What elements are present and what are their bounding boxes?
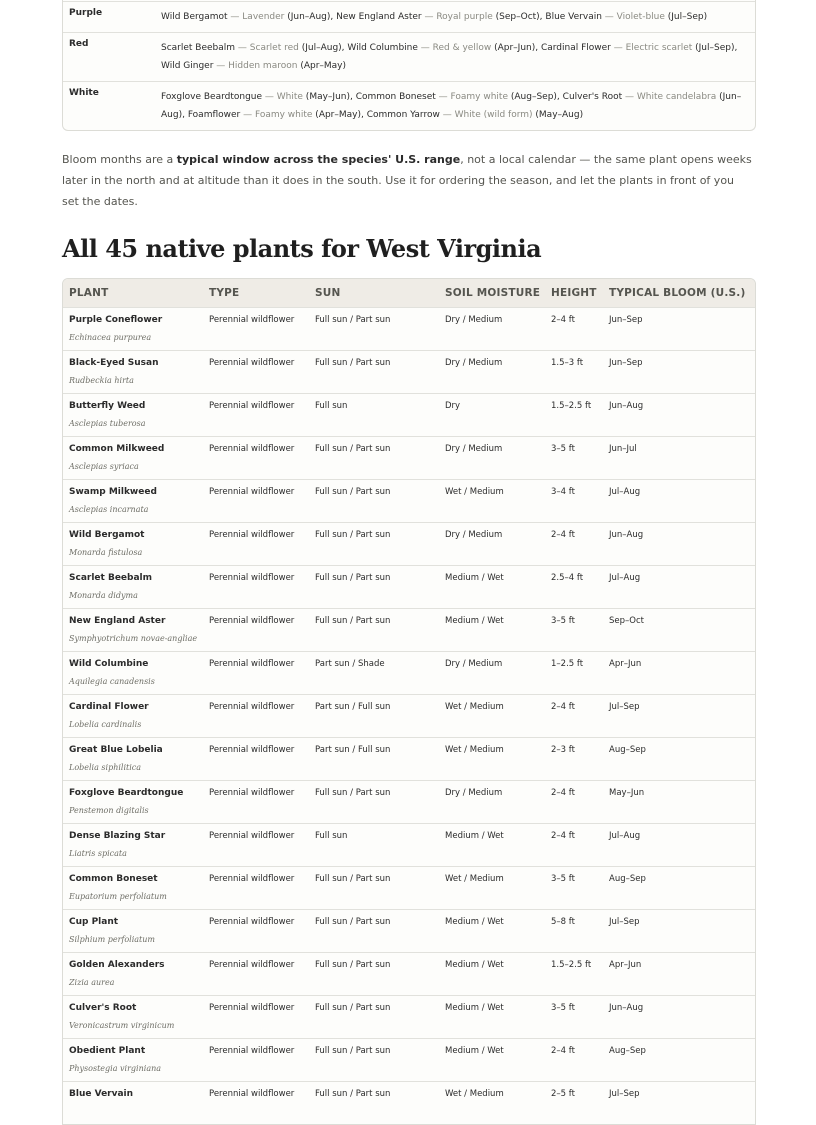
note-text: Bloom months are a <box>62 153 177 166</box>
soil-moisture: Dry / Medium <box>445 659 503 669</box>
plant-cell <box>63 652 209 694</box>
plant-common-name: Common Boneset <box>69 874 158 884</box>
bloom-color-table <box>62 0 756 131</box>
color-name: Red <box>69 39 89 49</box>
plant-height: 2–4 ft <box>551 831 575 841</box>
plant-type: Perennial wildflower <box>209 874 295 884</box>
bloom-window: Jun–Aug <box>609 530 644 540</box>
sun-exposure: Full sun / Part sun <box>315 616 391 626</box>
table-row <box>63 952 755 995</box>
plant-type: Perennial wildflower <box>209 1046 295 1056</box>
flower-shade: Violet-blue <box>616 12 665 22</box>
plant-height: 1.5–2.5 ft <box>551 401 592 411</box>
plant-cell <box>63 910 209 952</box>
plant-height: 1–2.5 ft <box>551 659 584 669</box>
plant-cell <box>63 953 209 995</box>
sun-exposure: Full sun / Part sun <box>315 874 391 884</box>
plant-cell <box>63 781 209 823</box>
plant-height: 2–4 ft <box>551 530 575 540</box>
plant-type: Perennial wildflower <box>209 745 295 755</box>
flower-shade: Hidden maroon <box>228 61 298 71</box>
plant-cell <box>63 996 209 1038</box>
header-type[interactable]: TYPE <box>209 287 240 299</box>
plant-scientific-name: Silphium perfoliatum <box>69 935 156 944</box>
plant-name: Wild Columbine <box>347 43 418 53</box>
plant-type: Perennial wildflower <box>209 401 295 411</box>
bloom-months: Jul–Sep <box>698 43 731 53</box>
plant-height: 2.5–4 ft <box>551 573 584 583</box>
flower-shade: Royal purple <box>436 12 493 22</box>
plant-name: Wild Ginger <box>161 61 214 71</box>
plant-scientific-name: Asclepias syriaca <box>69 462 139 471</box>
plant-cell <box>63 523 209 565</box>
plant-type: Perennial wildflower <box>209 616 295 626</box>
soil-moisture: Dry / Medium <box>445 315 503 325</box>
bloom-months: May–Aug <box>538 110 580 120</box>
flower-shade: White (wild form) <box>454 110 533 120</box>
soil-moisture: Dry <box>445 401 461 411</box>
sun-exposure: Full sun / Part sun <box>315 315 391 325</box>
plant-height: 2–5 ft <box>551 1089 575 1099</box>
color-row <box>63 32 755 81</box>
plant-height: 1.5–2.5 ft <box>551 960 592 970</box>
table-row <box>63 909 755 952</box>
plant-cell <box>63 351 209 393</box>
plant-height: 1.5–3 ft <box>551 358 584 368</box>
table-row <box>63 436 755 479</box>
plant-cell <box>63 566 209 608</box>
plant-common-name: Common Milkweed <box>69 444 165 454</box>
color-row <box>63 0 755 1</box>
plant-common-name: Culver's Root <box>69 1003 137 1013</box>
table-row <box>63 737 755 780</box>
plant-type: Perennial wildflower <box>209 917 295 927</box>
plant-common-name: Blue Vervain <box>69 1089 134 1099</box>
soil-moisture: Medium / Wet <box>445 831 504 841</box>
table-row <box>63 565 755 608</box>
table-row <box>63 307 755 350</box>
table-body <box>63 307 755 1124</box>
plant-name: Blue Vervain <box>545 12 602 22</box>
plant-scientific-name: Lobelia cardinalis <box>69 720 142 729</box>
plant-scientific-name: Liatris spicata <box>69 849 127 858</box>
plant-name: Common Boneset <box>355 92 436 102</box>
soil-moisture: Medium / Wet <box>445 1003 504 1013</box>
table-row <box>63 866 755 909</box>
header-bloom[interactable]: TYPICAL BLOOM (U.S.) <box>609 287 746 299</box>
plant-common-name: Cardinal Flower <box>69 702 149 712</box>
flower-shade: White candelabra <box>636 92 717 102</box>
plant-scientific-name: Aquilegia canadensis <box>69 677 155 686</box>
sun-exposure: Full sun / Part sun <box>315 917 391 927</box>
table-row <box>63 393 755 436</box>
soil-moisture: Wet / Medium <box>445 745 504 755</box>
bloom-window: Jul–Aug <box>609 831 641 841</box>
plant-name: Foamflower <box>187 110 241 120</box>
bloom-months: Sep–Oct <box>499 12 537 22</box>
plant-common-name: Foxglove Beardtongue <box>69 788 184 798</box>
flower-shade: Red & yellow <box>432 43 492 53</box>
plant-common-name: New England Aster <box>69 616 166 626</box>
plant-cell <box>63 394 209 436</box>
bloom-window: Aug–Sep <box>609 745 646 755</box>
plants-table <box>62 278 756 1125</box>
table-header <box>63 279 755 307</box>
plant-height: 2–4 ft <box>551 315 575 325</box>
plant-common-name: Wild Bergamot <box>69 530 145 540</box>
sun-exposure: Full sun <box>315 831 348 841</box>
table-row <box>63 479 755 522</box>
plant-common-name: Butterfly Weed <box>69 401 146 411</box>
soil-moisture: Medium / Wet <box>445 1046 504 1056</box>
bloom-window: Jun–Sep <box>609 358 643 368</box>
header-soil-moisture[interactable]: SOIL MOISTURE <box>445 287 541 299</box>
bloom-months: May–Jun <box>309 92 347 102</box>
plant-height: 2–4 ft <box>551 1046 575 1056</box>
bloom-months: Aug–Sep <box>514 92 554 102</box>
table-row <box>63 694 755 737</box>
plant-height: 3–5 ft <box>551 616 575 626</box>
table-row <box>63 1038 755 1081</box>
plant-type: Perennial wildflower <box>209 315 295 325</box>
sun-exposure: Full sun / Part sun <box>315 358 391 368</box>
plant-scientific-name: Asclepias tuberosa <box>69 419 146 428</box>
plant-height: 3–5 ft <box>551 1003 575 1013</box>
plant-height: 2–4 ft <box>551 702 575 712</box>
flower-shade: Foamy white <box>254 110 313 120</box>
soil-moisture: Wet / Medium <box>445 874 504 884</box>
section-title: All 45 native plants for West Virginia <box>62 234 542 263</box>
table-row <box>63 608 755 651</box>
bloom-window: Aug–Sep <box>609 1046 646 1056</box>
sun-exposure: Full sun / Part sun <box>315 487 391 497</box>
plant-common-name: Great Blue Lobelia <box>69 745 163 755</box>
plant-type: Perennial wildflower <box>209 487 295 497</box>
plant-name: Wild Bergamot <box>161 12 228 22</box>
color-plant-list: Scarlet Beebalm — Scarlet red (Jul–Aug), Wild Columbine — Red & yellow (Apr–Jun), Cardinal Flower — Electric scarlet (Jul–Sep), Wild Ginger — Hidden maroon (Apr–May) <box>161 43 738 71</box>
note-emphasis: typical window across the species' U.S. range <box>176 153 461 166</box>
header-sun[interactable]: SUN <box>315 287 341 299</box>
plant-type: Perennial wildflower <box>209 530 295 540</box>
plant-common-name: Scarlet Beebalm <box>69 573 152 583</box>
color-name <box>63 0 161 1</box>
color-row <box>63 1 755 32</box>
flower-shade: Scarlet red <box>249 43 299 53</box>
plant-height: 2–3 ft <box>551 745 575 755</box>
soil-moisture: Wet / Medium <box>445 702 504 712</box>
bloom-window: Aug–Sep <box>609 874 646 884</box>
soil-moisture: Dry / Medium <box>445 444 503 454</box>
soil-moisture: Medium / Wet <box>445 917 504 927</box>
bloom-window: Jun–Aug <box>609 1003 644 1013</box>
soil-moisture: Wet / Medium <box>445 487 504 497</box>
plant-cell <box>63 824 209 866</box>
bloom-months: Apr–May <box>303 61 343 71</box>
bloom-note <box>62 149 754 212</box>
plant-common-name: Obedient Plant <box>69 1046 146 1056</box>
plant-cell <box>63 480 209 522</box>
table-row <box>63 780 755 823</box>
bloom-window: May–Jun <box>609 788 645 798</box>
color-name: Purple <box>69 8 103 18</box>
sun-exposure: Full sun / Part sun <box>315 960 391 970</box>
plant-cell <box>63 695 209 737</box>
plant-name: Cardinal Flower <box>540 43 611 53</box>
plant-scientific-name: Physostegia virginiana <box>69 1064 162 1073</box>
table-row <box>63 1081 755 1124</box>
plant-name: Culver's Root <box>562 92 623 102</box>
plant-common-name: Golden Alexanders <box>69 960 165 970</box>
table-row <box>63 823 755 866</box>
plant-common-name: Swamp Milkweed <box>69 487 157 497</box>
plant-type: Perennial wildflower <box>209 788 295 798</box>
table-row <box>63 651 755 694</box>
sun-exposure: Full sun <box>315 401 348 411</box>
plant-height: 3–5 ft <box>551 444 575 454</box>
table-row <box>63 350 755 393</box>
soil-moisture: Wet / Medium <box>445 1089 504 1099</box>
soil-moisture: Medium / Wet <box>445 573 504 583</box>
flower-shade: White <box>276 92 303 102</box>
bloom-window: Jul–Sep <box>609 917 640 927</box>
soil-moisture: Medium / Wet <box>445 960 504 970</box>
plant-name: Common Yarrow <box>366 110 440 120</box>
bloom-months: Jun–Aug <box>161 92 742 120</box>
flower-shade: Electric scarlet <box>625 43 693 53</box>
plant-type: Perennial wildflower <box>209 1089 295 1099</box>
flower-shade: Foamy white <box>450 92 508 102</box>
sun-exposure: Full sun / Part sun <box>315 444 391 454</box>
plant-cell <box>63 738 209 780</box>
plant-name: Foxglove Beardtongue <box>161 92 263 102</box>
color-row <box>63 81 755 130</box>
sun-exposure: Full sun / Part sun <box>315 530 391 540</box>
bloom-months: Jun–Aug <box>290 12 327 22</box>
plant-type: Perennial wildflower <box>209 659 295 669</box>
bloom-window: Jul–Aug <box>609 573 641 583</box>
plant-scientific-name: Rudbeckia hirta <box>69 376 134 385</box>
plant-height: 5–8 ft <box>551 917 575 927</box>
bloom-months: Apr–Jun <box>497 43 532 53</box>
plant-type: Perennial wildflower <box>209 960 295 970</box>
bloom-window: Jun–Jul <box>609 444 637 454</box>
plant-common-name: Dense Blazing Star <box>69 831 166 841</box>
sun-exposure: Full sun / Part sun <box>315 1003 391 1013</box>
sun-exposure: Full sun / Part sun <box>315 788 391 798</box>
plant-height: 3–4 ft <box>551 487 575 497</box>
table-row <box>63 995 755 1038</box>
plant-common-name: Purple Coneflower <box>69 315 163 325</box>
plant-common-name: Cup Plant <box>69 917 119 927</box>
plant-common-name: Black-Eyed Susan <box>69 358 159 368</box>
bloom-months: Jul–Aug <box>305 43 339 53</box>
plant-name: New England Aster <box>336 12 422 22</box>
plant-scientific-name: Monarda didyma <box>69 591 138 600</box>
plant-scientific-name: Zizia aurea <box>69 978 115 987</box>
plant-cell <box>63 1082 209 1124</box>
plant-type: Perennial wildflower <box>209 831 295 841</box>
bloom-months: Apr–May <box>318 110 358 120</box>
plant-cell <box>63 867 209 909</box>
sun-exposure: Full sun / Part sun <box>315 1089 391 1099</box>
soil-moisture: Medium / Wet <box>445 616 504 626</box>
plant-type: Perennial wildflower <box>209 573 295 583</box>
soil-moisture: Dry / Medium <box>445 530 503 540</box>
header-height[interactable]: HEIGHT <box>551 287 597 299</box>
bloom-window: Apr–Jun <box>609 659 642 669</box>
plant-height: 3–5 ft <box>551 874 575 884</box>
sun-exposure: Part sun / Shade <box>315 659 385 669</box>
bloom-months: Jul–Sep <box>671 12 704 22</box>
bloom-window: Sep–Oct <box>609 616 644 626</box>
plant-scientific-name: Penstemon digitalis <box>69 806 149 815</box>
plant-cell <box>63 1039 209 1081</box>
plant-cell <box>63 308 209 350</box>
bloom-window: Jul–Sep <box>609 1089 640 1099</box>
plant-cell <box>63 437 209 479</box>
bloom-window: Apr–Jun <box>609 960 642 970</box>
plant-scientific-name: Veronicastrum virginicum <box>69 1021 175 1030</box>
header-plant[interactable]: PLANT <box>69 287 109 299</box>
sun-exposure: Full sun / Part sun <box>315 573 391 583</box>
sun-exposure: Part sun / Full sun <box>315 745 391 755</box>
note-text-tail: , not a local calendar — the same plant opens weeks later in the north and at altitude than it does in the south. Use it for ordering the season, and let the plants in front of you set the dates. <box>62 153 752 208</box>
plant-scientific-name: Lobelia siphilitica <box>69 763 142 772</box>
plant-type: Perennial wildflower <box>209 702 295 712</box>
plant-height: 2–4 ft <box>551 788 575 798</box>
plant-scientific-name: Monarda fistulosa <box>69 548 143 557</box>
page-content <box>62 0 754 1125</box>
plant-scientific-name: Asclepias incarnata <box>69 505 149 514</box>
bloom-window: Jun–Sep <box>609 315 643 325</box>
plant-cell <box>63 609 209 651</box>
soil-moisture: Dry / Medium <box>445 788 503 798</box>
plant-name: Scarlet Beebalm <box>161 43 236 53</box>
plant-scientific-name: Symphyotrichum novae-angliae <box>69 634 198 643</box>
color-plant-list: Wild Bergamot — Lavender (Jun–Aug), New England Aster — Royal purple (Sep–Oct), Blue Vervain — Violet-blue (Jul–Sep) <box>161 12 708 22</box>
sun-exposure: Part sun / Full sun <box>315 702 391 712</box>
bloom-window: Jul–Aug <box>609 487 641 497</box>
plant-scientific-name: Eupatorium perfoliatum <box>69 892 167 901</box>
color-plant-list: Foxglove Beardtongue — White (May–Jun), Common Boneset — Foamy white (Aug–Sep), Culver's Root — White candelabra (Jun–Aug), Foamflower — Foamy white (Apr–May), Common Yarrow — White (wild form) (May–Aug) <box>161 92 742 120</box>
plant-common-name: Wild Columbine <box>69 659 149 669</box>
flower-shade: Lavender <box>242 12 285 22</box>
sun-exposure: Full sun / Part sun <box>315 1046 391 1056</box>
bloom-window: Jun–Aug <box>609 401 644 411</box>
plant-type: Perennial wildflower <box>209 358 295 368</box>
plant-type: Perennial wildflower <box>209 1003 295 1013</box>
plant-scientific-name: Echinacea purpurea <box>69 333 152 342</box>
color-name: White <box>69 88 99 98</box>
table-row <box>63 522 755 565</box>
color-plant-list <box>161 0 755 1</box>
bloom-window: Jul–Sep <box>609 702 640 712</box>
plant-type: Perennial wildflower <box>209 444 295 454</box>
soil-moisture: Dry / Medium <box>445 358 503 368</box>
